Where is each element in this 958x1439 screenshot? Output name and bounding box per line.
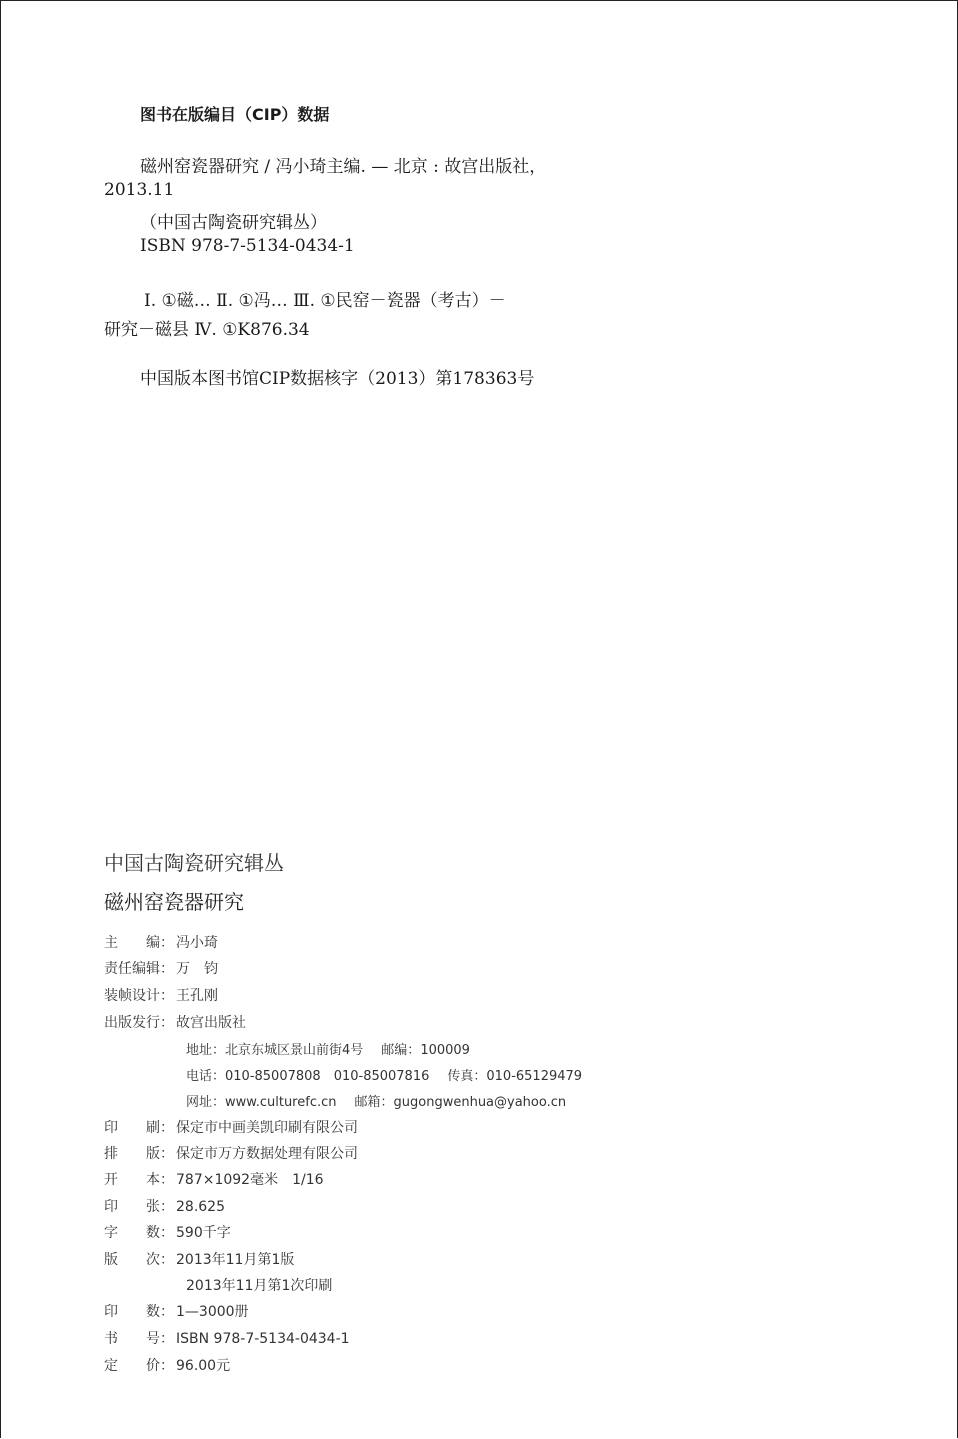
email-label: 邮箱： [354,1095,394,1110]
format-label: 开 本： [104,1172,174,1188]
cip-heading: 图书在版编目（CIP）数据 [140,105,330,124]
email-value: gugongwenhua@yahoo.cn [393,1095,567,1110]
sheets-label: 印 张： [104,1199,174,1215]
typesetting-label: 排 版： [104,1146,174,1162]
price-row [104,1355,230,1375]
typesetting-value: 保定市万方数据处理有限公司 [176,1146,358,1162]
sheets-value: 28.625 [176,1199,225,1215]
cip-line-classification: 研究－磁县 Ⅳ. ①K876.34 [104,320,310,340]
book-title: 磁州窑瓷器研究 [104,890,244,914]
format-row [104,1169,324,1189]
printing-row [104,1117,358,1137]
cip-line-record-number: 中国版本图书馆CIP数据核字（2013）第178363号 [140,369,535,389]
isbn-value: ISBN 978-7-5134-0434-1 [176,1331,350,1347]
responsible-editor-row [104,958,218,978]
phone-label: 电话： [186,1069,226,1084]
format-value: 787×1092毫米 1/16 [176,1172,324,1188]
address-label: 地址： [186,1043,226,1058]
fax-value: 010-65129479 [486,1069,583,1084]
edition-row [104,1249,294,1269]
website-label: 网址： [186,1095,226,1110]
words-value: 590千字 [176,1225,231,1241]
zip-label: 邮编： [381,1043,421,1058]
cip-line-subjects: Ⅰ. ①磁… Ⅱ. ①冯… Ⅲ. ①民窑－瓷器（考古）－ [144,291,506,311]
design-value: 王孔刚 [176,988,218,1004]
design-row [104,985,218,1005]
cip-line-series: （中国古陶瓷研究辑丛） [140,213,327,233]
cip-line-isbn: ISBN 978-7-5134-0434-1 [140,236,355,256]
edition-value: 2013年11月第1版 [176,1252,295,1268]
design-label: 装帧设计： [104,988,174,1004]
phone-value: 010-85007808 010-85007816 [225,1069,430,1084]
publisher-row [104,1012,246,1032]
series-name: 中国古陶瓷研究辑丛 [104,851,284,875]
publisher-value: 故宫出版社 [176,1015,246,1031]
publisher-label: 出版发行： [104,1015,174,1031]
phone-line [186,1065,582,1084]
fax-label: 传真： [447,1069,487,1084]
responsible-editor-label: 责任编辑： [104,961,174,977]
print-run-row [104,1301,249,1321]
price-label: 定 价： [104,1358,174,1374]
print-run-label: 印 数： [104,1304,174,1320]
responsible-editor-value: 万 钧 [176,961,218,977]
editor-value: 冯小琦 [176,935,218,951]
sheets-row [104,1196,225,1216]
web-line [186,1091,566,1110]
zip-value: 100009 [420,1043,470,1058]
words-label: 字 数： [104,1225,174,1241]
cip-line-date: 2013.11 [104,180,175,200]
printing-label: 印 刷： [104,1120,174,1136]
address-value: 北京东城区景山前街4号 [225,1043,364,1058]
price-value: 96.00元 [176,1358,231,1374]
website-value: www.culturefc.cn [225,1095,337,1110]
editor-row [104,932,218,952]
edition-printing-line: 2013年11月第1次印刷 [186,1278,333,1294]
isbn-row [104,1328,350,1348]
address-line [186,1039,470,1058]
print-run-value: 1—3000册 [176,1304,249,1320]
isbn-label: 书 号： [104,1331,174,1347]
edition-label: 版 次： [104,1252,174,1268]
typesetting-row [104,1143,358,1163]
words-row [104,1222,231,1242]
printing-value: 保定市中画美凯印刷有限公司 [176,1120,358,1136]
editor-label: 主 编： [104,935,174,951]
cip-line-title: 磁州窑瓷器研究 / 冯小琦主编. — 北京 : 故宫出版社， [140,157,547,177]
